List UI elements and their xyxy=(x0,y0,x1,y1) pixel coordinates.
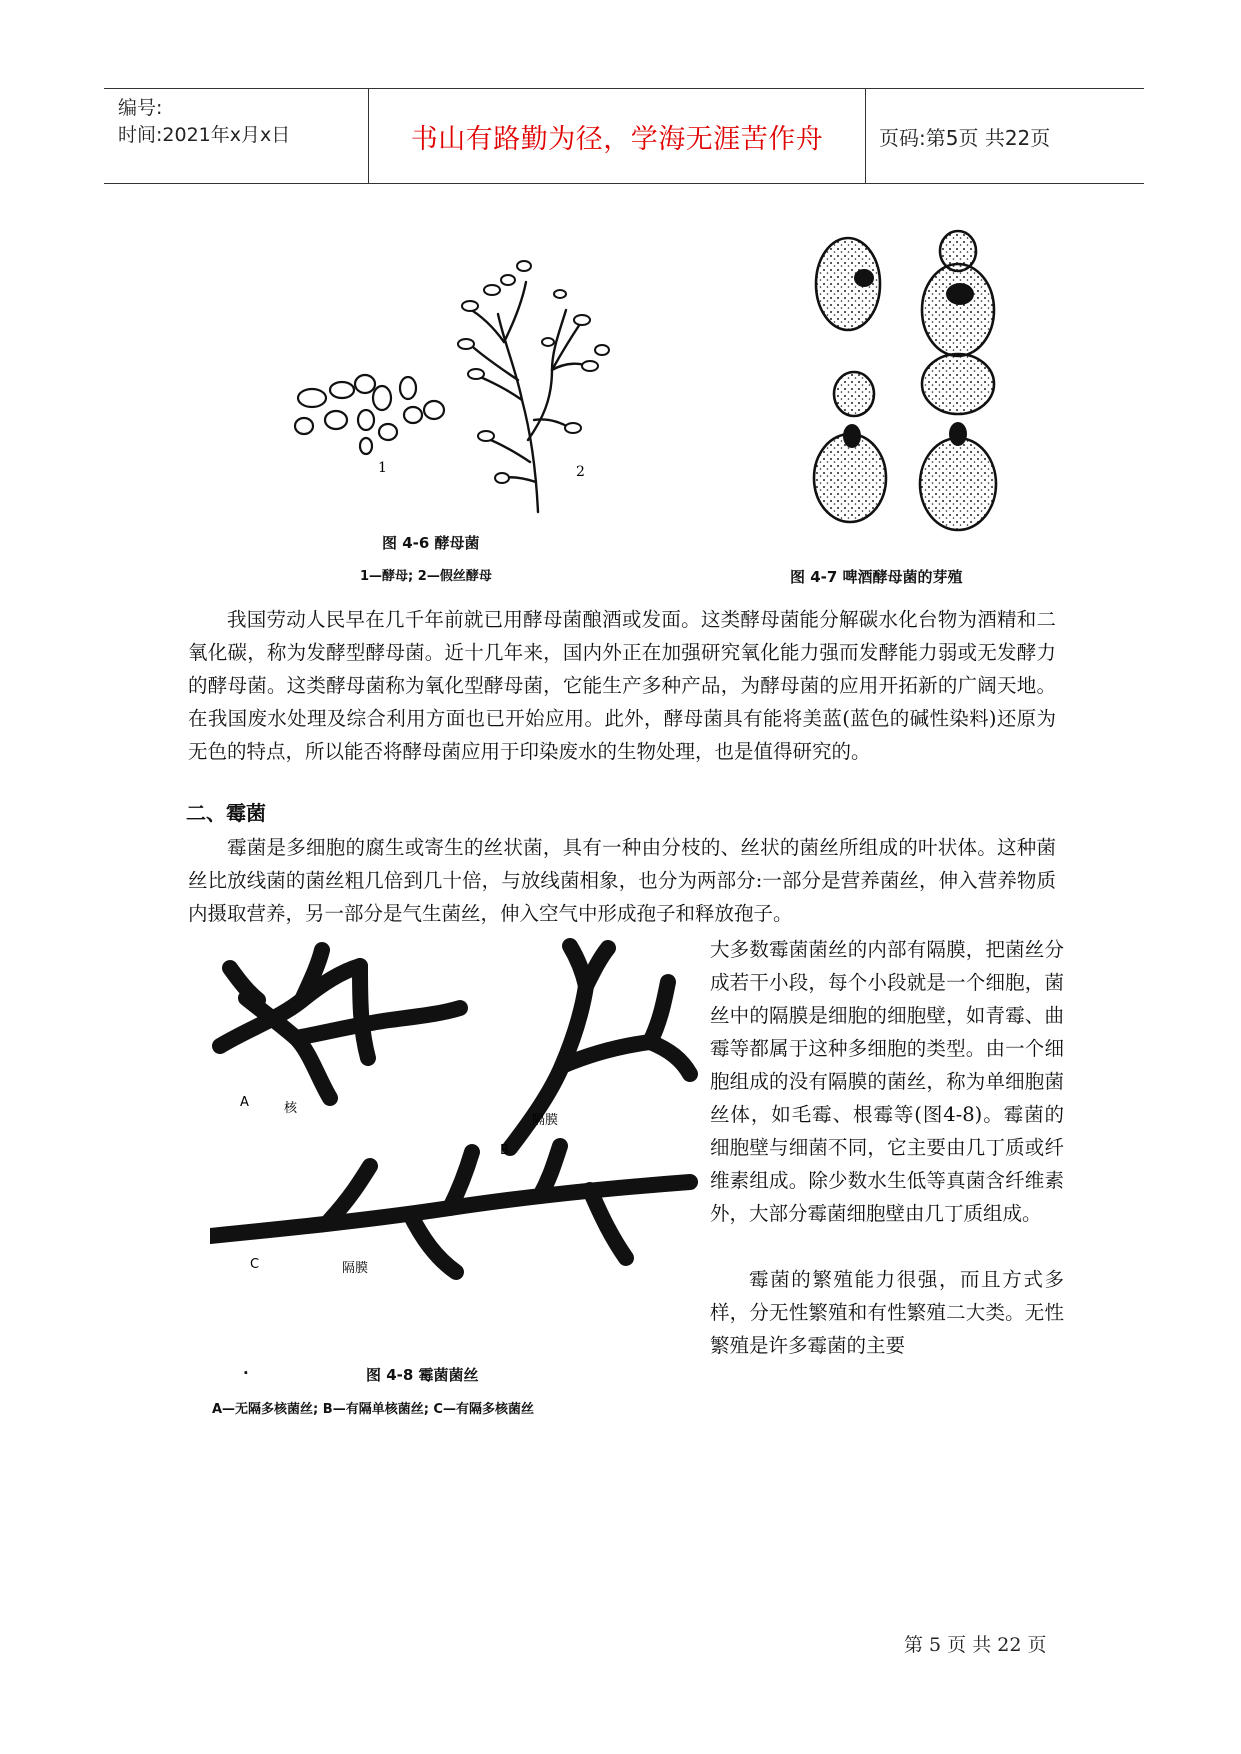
page-number-label: 页码:第5页 共22页 xyxy=(879,125,1051,150)
motto: 书山有路勤为径，学海无涯苦作舟 xyxy=(410,123,824,155)
figure-4-6 xyxy=(290,250,630,520)
fig46-subtitle: 1—酵母; 2—假丝酵母 xyxy=(360,569,492,584)
time-label: 时间:2021年x月x日 xyxy=(118,124,291,146)
paragraph-mold-intro: 霉菌是多细胞的腐生或寄生的丝状菌，具有一种由分枝的、丝状的菌丝所组成的叶状体。这种菌丝比放线菌的菌丝粗几倍到几十倍，与放线菌相象，也分为两部分:一部分是营养菌丝，伸入营养物质内摄取营养，另一部分是气生菌丝，伸入空气中形成孢子和释放孢子。 xyxy=(188,836,1056,925)
fig47-title: 图 4-7 啤酒酵母菌的芽殖 xyxy=(790,568,963,586)
fig48-label-nucleus: 核 xyxy=(284,1101,298,1116)
fig48-label-c: C xyxy=(250,1257,260,1272)
paragraph-yeast-uses: 我国劳动人民早在几千年前就已用酵母菌酿酒或发面。这类酵母菌能分解碳水化台物为酒精和二氧化碳，称为发酵型酵母菌。近十几年来，国内外正在加强研究氧化能力强而发酵能力弱或无发酵力的酵母菌。这类酵母菌称为氧化型酵母菌，它能生产多种产品，为酵母菌的应用开拓新的广阔天地。在我国废水处理及综合利用方面也已开始应用。此外，酵母菌具有能将美蓝(蓝色的碱性染料)还原为无色的特点，所以能否将酵母菌应用于印染废水的生物处理，也是值得研究的。 xyxy=(188,608,1056,763)
paragraph-septa: 大多数霉菌菌丝的内部有隔膜，把菌丝分成若干小段，每个小段就是一个细胞，菌丝中的隔膜是细胞的细胞壁，如青霉、曲霉等都属于这种多细胞的类型。由一个细胞组成的没有隔膜的菌丝，称为单细胞菌丝体，如毛霉、根霉等(图4-8)。霉菌的细胞壁与细菌不同，它主要由几丁质或纤维素组成。除少数水生低等真菌含纤维素外，大部分霉菌细胞壁由几丁质组成。 xyxy=(710,938,1064,1225)
paragraph-reproduction: 霉菌的繁殖能力很强，而且方式多样，分无性繁殖和有性繁殖二大类。无性繁殖是许多霉菌的主要 xyxy=(710,1268,1064,1357)
fig48-subtitle: A—无隔多核菌丝; B—有隔单核菌丝; C—有隔多核菌丝 xyxy=(212,1402,534,1417)
fig46-label-2: 2 xyxy=(576,464,585,480)
figure-4-8 xyxy=(210,938,700,1288)
yeast-drawing xyxy=(290,250,630,520)
fig48-label-septum-c: 隔膜 xyxy=(342,1261,369,1276)
fig48-dot: . xyxy=(243,1360,249,1378)
header-motto-cell xyxy=(368,89,866,183)
fig48-title: 图 4-8 霉菌菌丝 xyxy=(366,1366,479,1384)
figure-4-7 xyxy=(808,226,1018,546)
fig46-label-1: 1 xyxy=(378,460,387,476)
mold-hyphae-drawing xyxy=(210,938,700,1288)
page-header xyxy=(104,88,1144,184)
page-footer: 第 5 页 共 22 页 xyxy=(904,1634,1047,1656)
fig46-title: 图 4-6 酵母菌 xyxy=(382,534,480,552)
fig48-label-a: A xyxy=(240,1095,249,1110)
budding-yeast-drawing xyxy=(808,226,1018,546)
section-heading-molds: 二、霉菌 xyxy=(186,801,266,825)
serial-label: 编号: xyxy=(118,97,163,119)
fig48-label-b: B xyxy=(500,1143,509,1158)
fig48-label-septum-b: 隔膜 xyxy=(532,1113,559,1128)
header-meta xyxy=(118,95,290,149)
